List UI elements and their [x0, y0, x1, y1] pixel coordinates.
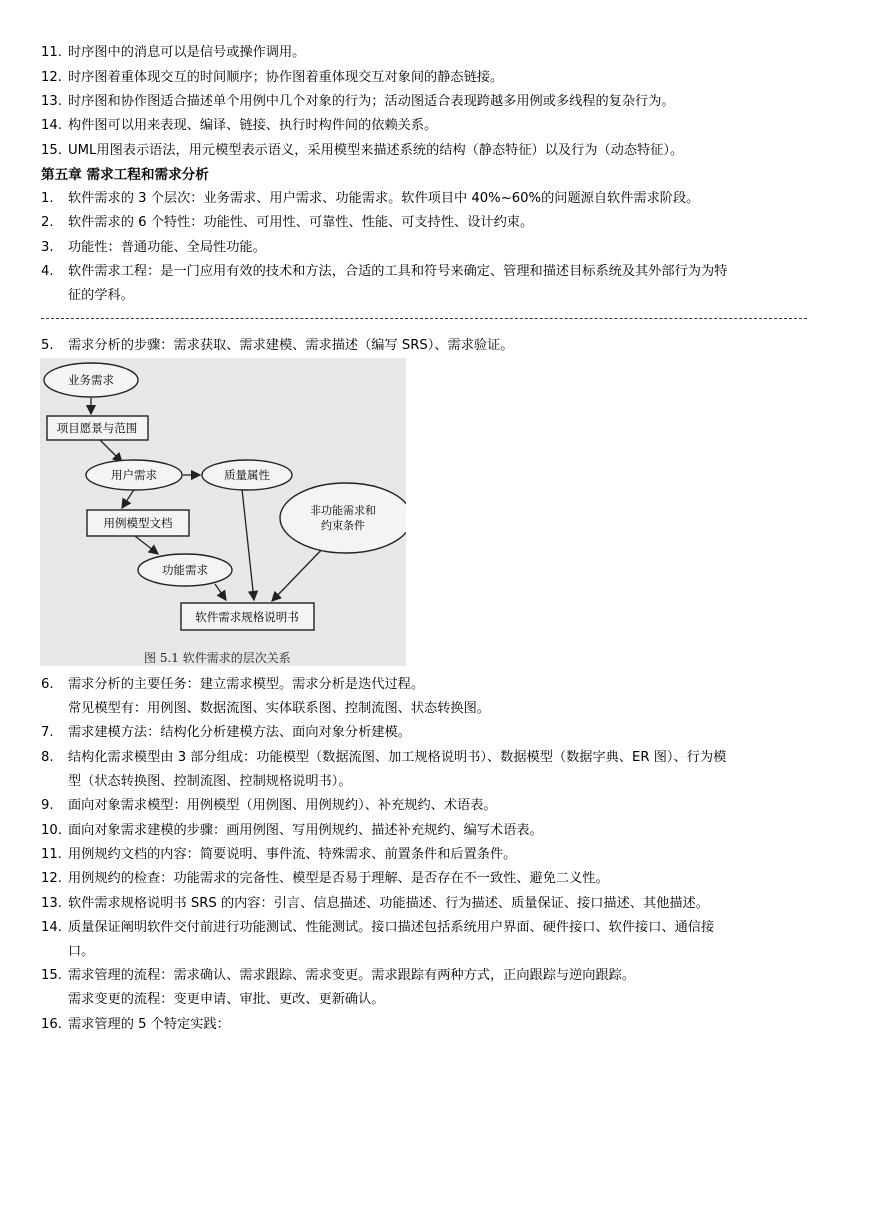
- item-text: 需求管理的流程：需求确认、需求跟踪、需求变更。需求跟踪有两种方式，正向跟踪与逆向跟踪。: [68, 968, 636, 983]
- item-continuation: 口。: [68, 944, 95, 959]
- item-text: 用例规约文档的内容：简要说明、事件流、特殊需求、前置条件和后置条件。: [68, 847, 517, 862]
- item-text: UML用图表示语法，用元模型表示语义，采用模型来描述系统的结构（静态特征）以及行为（动态特征）。: [68, 143, 684, 158]
- item-number: 2.: [41, 215, 54, 230]
- item-number: 15.: [41, 143, 62, 158]
- node-functional-label: 功能需求: [162, 563, 208, 577]
- item-number: 6.: [41, 677, 54, 692]
- node-usecase-label: 用例模型文档: [103, 516, 173, 530]
- figure-caption: 图 5.1 软件需求的层次关系: [144, 651, 291, 665]
- chapter-heading: 第五章 需求工程和需求分析: [41, 167, 209, 183]
- item-text: 软件需求的 6 个特性：功能性、可用性、可靠性、性能、可支持性、设计约束。: [68, 215, 534, 230]
- item-number: 15.: [41, 968, 62, 983]
- item-continuation: 征的学科。: [68, 288, 134, 303]
- item-number: 10.: [41, 823, 62, 838]
- item-text: 结构化需求模型由 3 部分组成：功能模型（数据流图、加工规格说明书）、数据模型（数据字典、ER 图）、行为模: [68, 750, 727, 765]
- item-number: 13.: [41, 896, 62, 911]
- item-continuation: 需求变更的流程：变更申请、审批、更改、更新确认。: [68, 992, 385, 1007]
- node-srs-label: 软件需求规格说明书: [195, 610, 299, 624]
- item-number: 11.: [41, 847, 62, 862]
- item-text: 软件需求工程：是一门应用有效的技术和方法，合适的工具和符号来确定、管理和描述目标系统及其外部行为为特: [68, 264, 728, 279]
- item-number: 12.: [41, 70, 62, 85]
- item-number: 1.: [41, 191, 54, 206]
- node-business-label: 业务需求: [68, 373, 114, 387]
- node-user-label: 用户需求: [111, 468, 157, 482]
- item-text: 时序图中的消息可以是信号或操作调用。: [68, 45, 306, 60]
- item-text: 用例规约的检查：功能需求的完备性、模型是否易于理解、是否存在不一致性、避免二义性。: [68, 871, 609, 886]
- item-number: 12.: [41, 871, 62, 886]
- node-nonfunc-label-2: 约束条件: [321, 519, 365, 532]
- item-text: 需求分析的主要任务：建立需求模型。需求分析是迭代过程。: [68, 677, 425, 692]
- item-number: 11.: [41, 45, 62, 60]
- item-number: 5.: [41, 338, 54, 353]
- item-number: 14.: [41, 920, 62, 935]
- item-number: 4.: [41, 264, 54, 279]
- item-number: 7.: [41, 725, 54, 740]
- item-number: 14.: [41, 118, 62, 133]
- requirements-hierarchy-figure: [40, 358, 406, 666]
- item-continuation: 型（状态转换图、控制流图、控制规格说明书）。: [68, 774, 352, 789]
- item-text: 时序图和协作图适合描述单个用例中几个对象的行为；活动图适合表现跨越多用例或多线程的复杂行为。: [68, 94, 675, 109]
- item-text: 质量保证阐明软件交付前进行功能测试、性能测试。接口描述包括系统用户界面、硬件接口、软件接口、通信接: [68, 920, 715, 935]
- item-continuation: 常见模型有：用例图、数据流图、实体联系图、控制流图、状态转换图。: [68, 701, 490, 716]
- item-number: 16.: [41, 1017, 62, 1032]
- item-text: 面向对象需求建模的步骤：画用例图、写用例规约、描述补充规约、编写术语表。: [68, 823, 543, 838]
- item-text: 构件图可以用来表现、编译、链接、执行时构件间的依赖关系。: [68, 118, 438, 133]
- item-text: 软件需求的 3 个层次：业务需求、用户需求、功能需求。软件项目中 40%~60%的问题源自软件需求阶段。: [68, 191, 700, 206]
- node-quality-label: 质量属性: [224, 468, 270, 482]
- item-text: 时序图着重体现交互的时间顺序；协作图着重体现交互对象间的静态链接。: [68, 70, 504, 85]
- hierarchy-diagram: [40, 358, 406, 666]
- item-text: 功能性：普通功能、全局性功能。: [68, 240, 266, 255]
- node-vision-label: 项目愿景与范围: [56, 421, 138, 435]
- item-text: 需求建模方法：结构化分析建模方法、面向对象分析建模。: [68, 725, 411, 740]
- node-nonfunc: [280, 483, 406, 553]
- item-number: 8.: [41, 750, 54, 765]
- item-text: 需求分析的步骤：需求获取、需求建模、需求描述（编写 SRS）、需求验证。: [68, 338, 514, 353]
- item-number: 3.: [41, 240, 54, 255]
- item-number: 9.: [41, 798, 54, 813]
- item-text: 软件需求规格说明书 SRS 的内容：引言、信息描述、功能描述、行为描述、质量保证、接口描述、其他描述。: [68, 896, 709, 911]
- item-number: 13.: [41, 94, 62, 109]
- dashed-separator: [41, 318, 807, 319]
- item-text: 面向对象需求模型：用例模型（用例图、用例规约）、补充规约、术语表。: [68, 798, 497, 813]
- node-nonfunc-label-1: 非功能需求和: [310, 504, 376, 517]
- item-text: 需求管理的 5 个特定实践：: [68, 1017, 230, 1032]
